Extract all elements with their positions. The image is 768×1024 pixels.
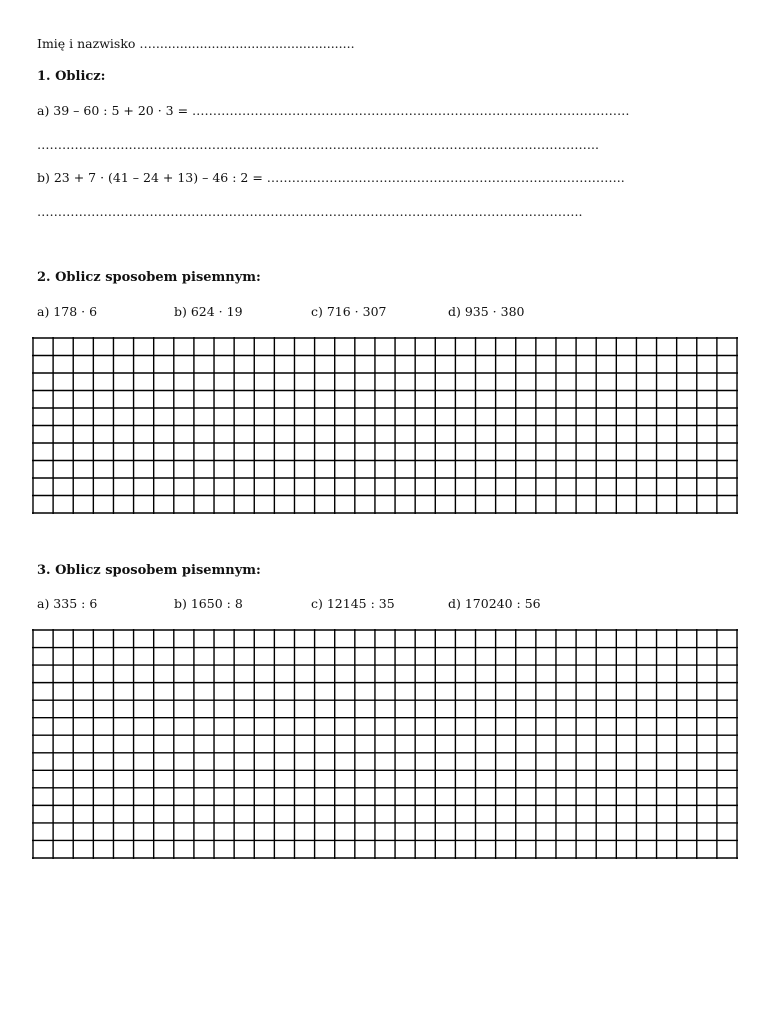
task2-item-d: d) 935 · 380 [448,304,525,319]
task2-answer-grid [32,337,738,514]
name-line: Imię i nazwisko …................................................... [37,36,355,51]
grid-lines [32,629,738,859]
task2-heading: 2. Oblicz sposobem pisemnym: [37,270,261,285]
task2-item-a: a) 178 · 6 [37,304,98,319]
task3-item-c: c) 12145 : 35 [311,596,395,611]
task3-item-d: d) 170240 : 56 [448,596,541,611]
task2-item-c: c) 716 · 307 [311,304,387,319]
task3-heading: 3. Oblicz sposobem pisemnym: [37,563,261,578]
task1-a: a) 39 – 60 : 5 + 20 · 3 = …………………………………………………………………………………………… [37,103,630,118]
task3-answer-grid [32,629,738,859]
task1-a-continuation: ………………….………………………………………………………………………………………………….. [37,137,599,152]
task3-item-b: b) 1650 : 8 [174,596,243,611]
task1-heading: 1. Oblicz: [37,69,106,84]
task3-item-a: a) 335 : 6 [37,596,98,611]
task2-item-b: b) 624 · 19 [174,304,243,319]
grid-lines [32,337,738,514]
task1-b-continuation: ………………………………………………………………………………………………………………….. [37,204,583,219]
task1-b: b) 23 + 7 · (41 – 24 + 13) – 46 : 2 = ………………………………………………………………………….. [37,170,625,185]
